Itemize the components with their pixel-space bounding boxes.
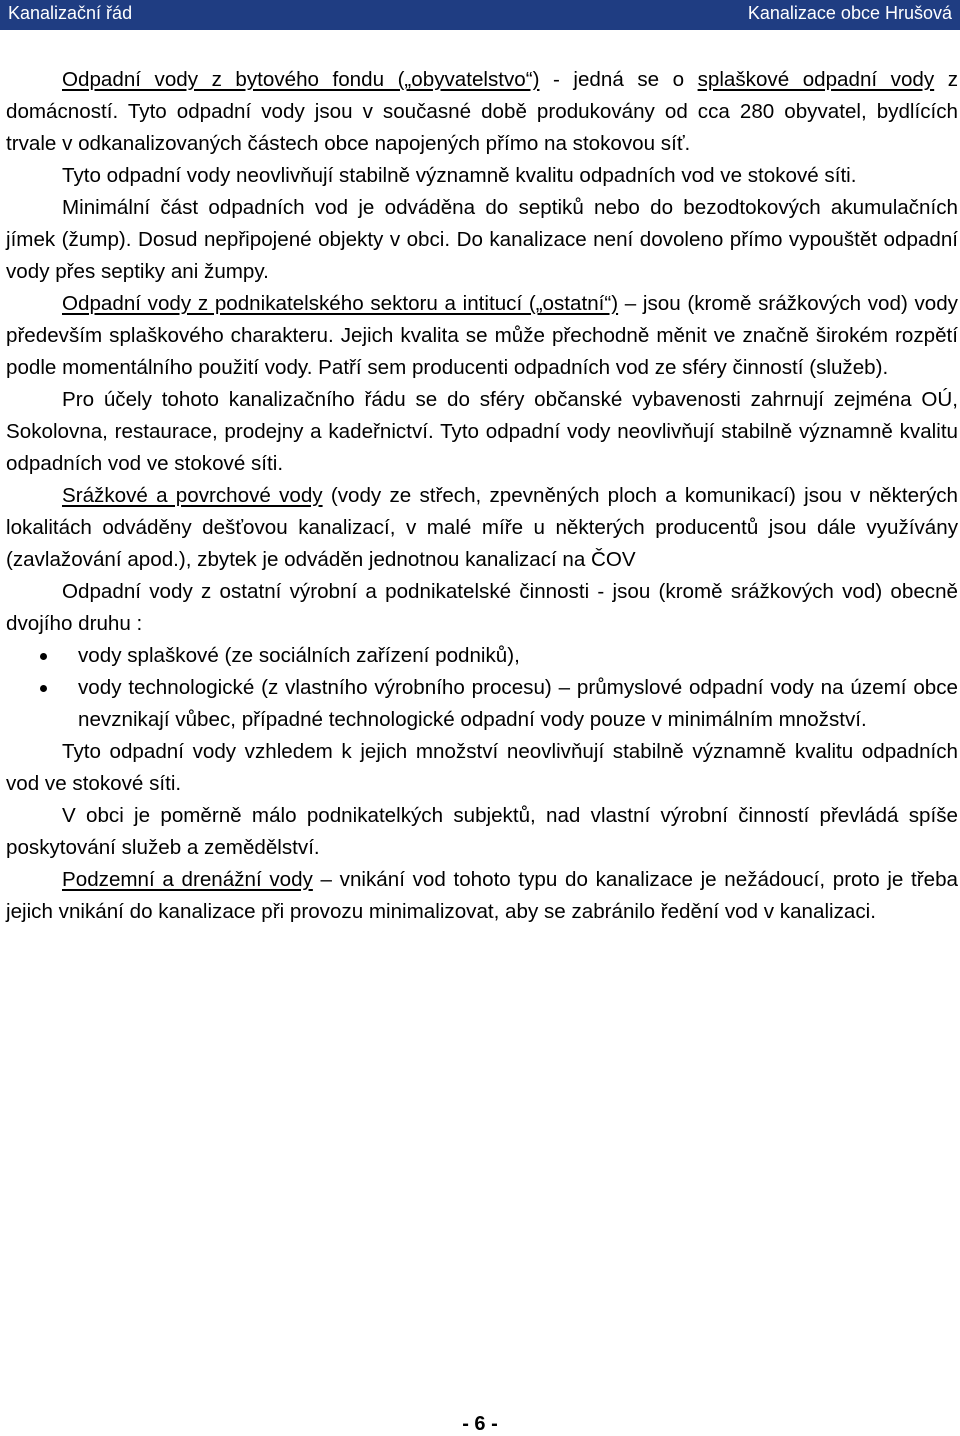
term-population-wastewater: Odpadní vody z bytového fondu („obyvatelstvo“): [62, 68, 540, 91]
paragraph-text: – vnikání vod tohoto typu do kanalizace je nežádoucí, proto je třeba jejich vnikání do kanalizace při provozu minimalizovat, aby se zabránilo ředění vod v kanalizaci.: [6, 868, 959, 923]
list-item: [6, 640, 958, 672]
paragraph-text: - jedná se o: [539, 68, 698, 91]
paragraph-text: – jsou (kromě srážkových vod) vody především splaškového charakteru. Jejich kvalita se může přechodně měnit ve značně širokém rozpětí podle momentálního použití vody. Patří sem producenti odpadních vod ze sféry činností (služeb).: [6, 292, 958, 379]
paragraph-business-subjects: V obci je poměrně málo podnikatelkých subjektů, nad vlastní výrobní činností převládá spíše poskytování služeb a zemědělství.: [6, 804, 958, 859]
paragraph-rainwater: [6, 480, 958, 576]
bullet-icon: [40, 653, 47, 660]
list-item-text: vody splaškové (ze sociálních zařízení podniků),: [78, 644, 520, 667]
paragraph-population-wastewater: [6, 64, 958, 160]
list-item: [6, 672, 958, 736]
term-groundwater: Podzemní a drenážní vody: [62, 868, 313, 891]
term-business-wastewater: Odpadní vody z podnikatelského sektoru a intitucí („ostatní“): [62, 292, 619, 315]
paragraph-business-wastewater: [6, 288, 958, 384]
paragraph-text: z domácností. Tyto odpadní vody jsou v současné době produkovány od cca 280 obyvatel, bydlících trvale v odkanalizovaných částech obce napojených přímo na stokovou síť.: [6, 68, 958, 155]
paragraph-text: (vody ze střech, zpevněných ploch a komunikací) jsou v některých lokalitách odváděny dešťovou kanalizací, v malé míře u některých producentů jsou dále využívány (zavlažování apod.), zbytek je odváděn jednotnou kanalizací na ČOV: [6, 484, 958, 571]
paragraph-septic-tanks: Minimální část odpadních vod je odváděna do septiků nebo do bezodtokových akumulačních jímek (žump). Dosud nepřipojené objekty v obci. Do kanalizace není dovoleno přímo vypouštět odpadní vody přes septiky ani žumpy.: [6, 196, 958, 283]
term-rainwater: Srážkové a povrchové vody: [62, 484, 323, 507]
paragraph-quality-note: Tyto odpadní vody neovlivňují stabilně významně kvalitu odpadních vod ve stokové síti.: [62, 164, 857, 187]
page-number: - 6 -: [462, 1413, 498, 1435]
paragraph-industrial-wastewater: Odpadní vody z ostatní výrobní a podnikatelské činnosti - jsou (kromě srážkových vod) obecně dvojího druhu :: [6, 580, 958, 635]
page-header: [0, 0, 960, 30]
paragraph-civic-amenities: Pro účely tohoto kanalizačního řádu se do sféry občanské vybavenosti zahrnují zejména OÚ, Sokolovna, restaurace, prodejny a kadeřnictví. Tyto odpadní vody neovlivňují stabilně významně kvalitu odpadních vod ve stokové síti.: [6, 388, 958, 475]
paragraph-quantity-note: Tyto odpadní vody vzhledem k jejich množství neovlivňují stabilně významně kvalitu odpadních vod ve stokové síti.: [6, 740, 958, 795]
term-sewage-wastewater: splaškové odpadní vody: [697, 68, 935, 91]
paragraph-groundwater: [6, 864, 958, 928]
bullet-icon: [40, 685, 47, 692]
list-item-text: vody technologické (z vlastního výrobního procesu) – průmyslové odpadní vody na území obce nevznikají vůbec, případné technologické odpadní vody pouze v minimálním množství.: [78, 676, 958, 731]
document-body: [6, 64, 958, 928]
wastewater-types-list: [6, 640, 958, 736]
header-left-title: Kanalizační řád: [8, 3, 133, 23]
header-right-title: Kanalizace obce Hrušová: [747, 3, 952, 23]
